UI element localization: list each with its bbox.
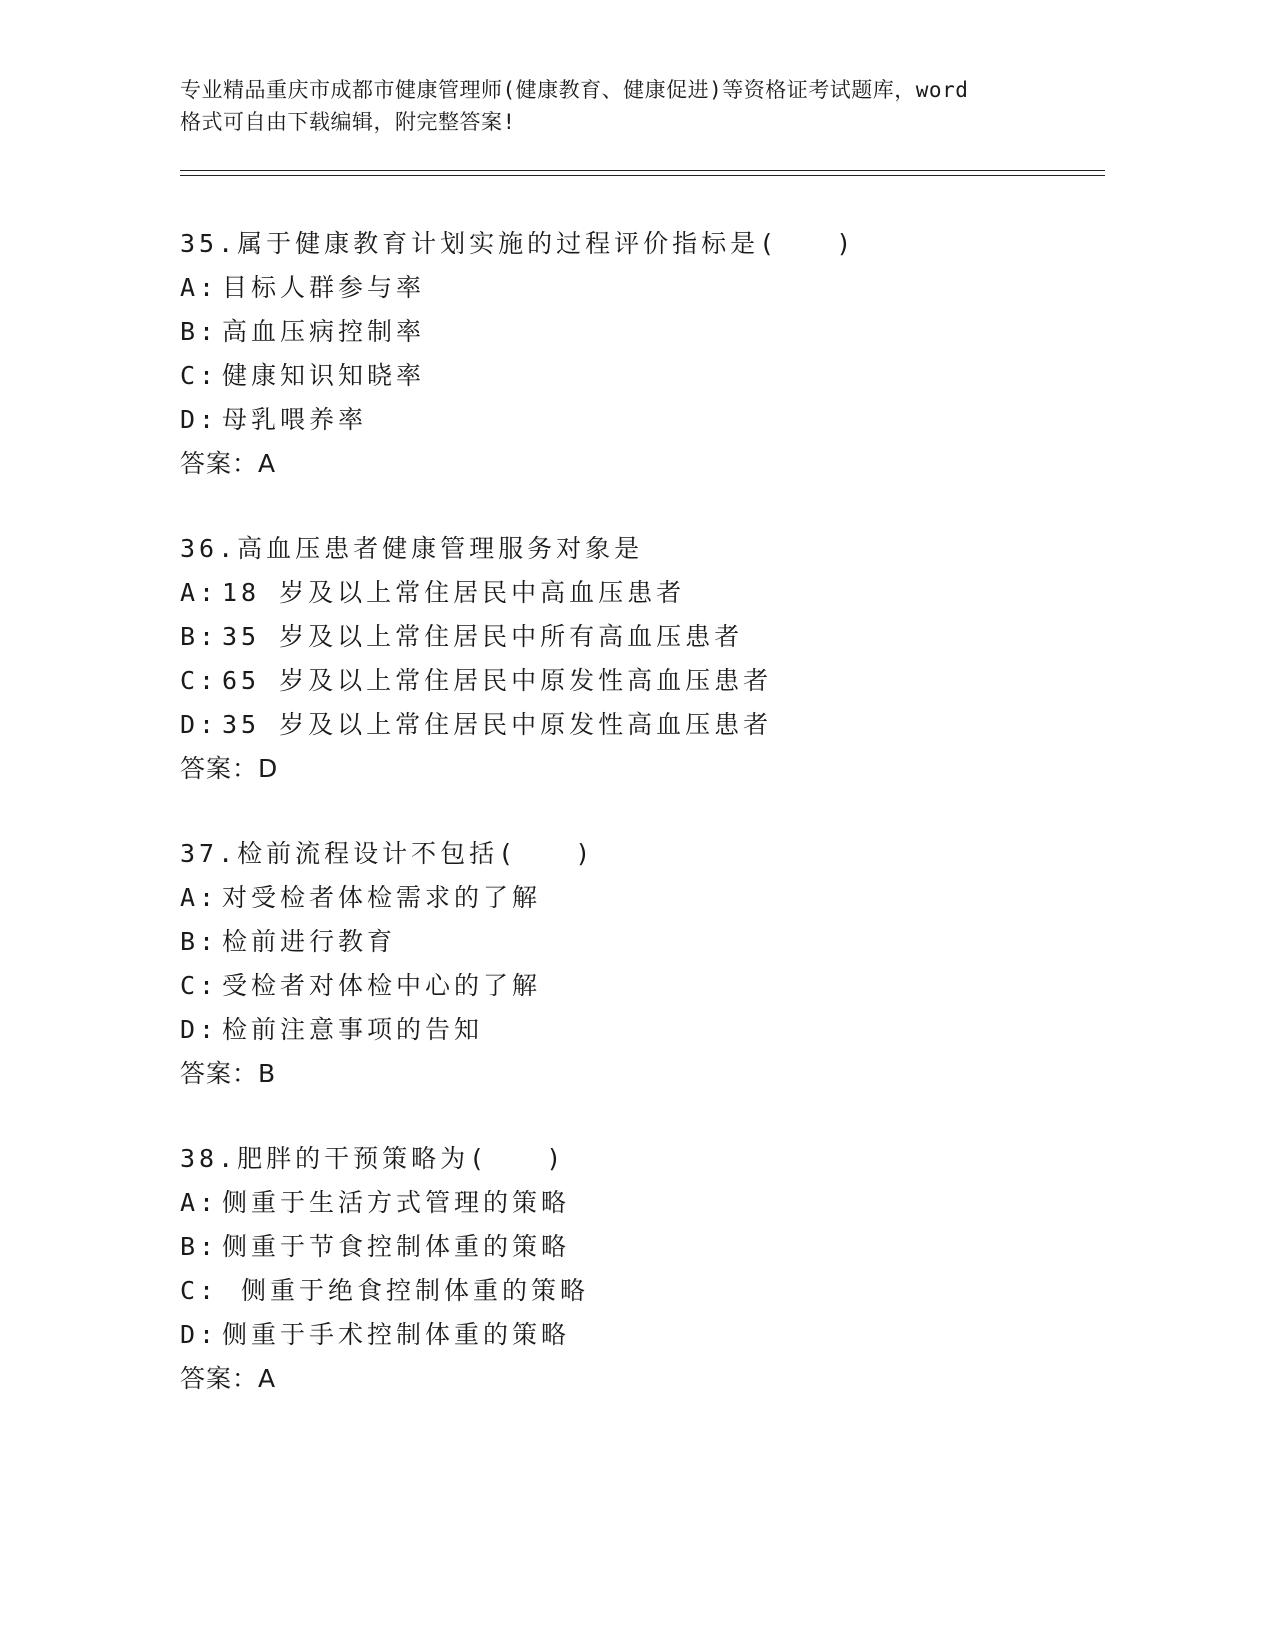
question-text: 检前流程设计不包括( ) xyxy=(237,839,595,868)
option-key: C: xyxy=(180,666,219,695)
option-text: 65 岁及以上常住居民中原发性高血压患者 xyxy=(222,666,773,695)
question-text: 高血压患者健康管理服务对象是 xyxy=(237,534,644,563)
header-divider-bottom xyxy=(180,175,1105,176)
option-d xyxy=(180,1008,1100,1052)
option-text: 健康知识知晓率 xyxy=(222,361,426,390)
question-number: 38. xyxy=(180,1144,238,1173)
option-text: 对受检者体检需求的了解 xyxy=(222,883,542,912)
answer-line: 答案：A xyxy=(180,449,277,478)
option-key: B: xyxy=(180,317,219,346)
question-36 xyxy=(180,527,1100,832)
question-38 xyxy=(180,1137,1100,1442)
question-text: 肥胖的干预策略为( ) xyxy=(237,1144,566,1173)
option-key: A: xyxy=(180,578,219,607)
option-text: 侧重于节食控制体重的策略 xyxy=(222,1232,571,1261)
option-key: C: xyxy=(180,1276,219,1305)
option-c xyxy=(180,964,1100,1008)
option-c xyxy=(180,1269,1100,1313)
option-text: 目标人群参与率 xyxy=(222,273,426,302)
answer-line: 答案：A xyxy=(180,1364,277,1393)
option-key: D: xyxy=(180,710,219,739)
header-line-1: 专业精品重庆市成都市健康管理师(健康教育、健康促进)等资格证考试题库，word xyxy=(180,78,969,102)
header-divider-top xyxy=(180,170,1105,171)
option-key: C: xyxy=(180,971,219,1000)
option-text: 检前进行教育 xyxy=(222,927,397,956)
option-text: 侧重于绝食控制体重的策略 xyxy=(222,1276,590,1305)
option-text: 高血压病控制率 xyxy=(222,317,426,346)
question-number: 35. xyxy=(180,229,238,258)
document-header xyxy=(180,74,1060,138)
option-key: D: xyxy=(180,405,219,434)
option-key: B: xyxy=(180,927,219,956)
option-c xyxy=(180,659,1100,703)
question-stem xyxy=(180,1137,1100,1181)
option-d xyxy=(180,398,1100,442)
question-stem xyxy=(180,527,1100,571)
question-number: 37. xyxy=(180,839,238,868)
question-list xyxy=(180,222,1100,1442)
option-text: 检前注意事项的告知 xyxy=(222,1015,484,1044)
option-a xyxy=(180,1181,1100,1225)
option-key: D: xyxy=(180,1320,219,1349)
option-b xyxy=(180,920,1100,964)
option-b xyxy=(180,1225,1100,1269)
option-text: 35 岁及以上常住居民中原发性高血压患者 xyxy=(222,710,773,739)
option-b xyxy=(180,615,1100,659)
question-stem xyxy=(180,222,1100,266)
option-text: 侧重于生活方式管理的策略 xyxy=(222,1188,571,1217)
answer-line: 答案：D xyxy=(180,754,279,783)
option-a xyxy=(180,876,1100,920)
question-text: 属于健康教育计划实施的过程评价指标是( ) xyxy=(237,229,856,258)
question-35 xyxy=(180,222,1100,527)
option-text: 母乳喂养率 xyxy=(222,405,368,434)
option-b xyxy=(180,310,1100,354)
option-c xyxy=(180,354,1100,398)
option-a xyxy=(180,571,1100,615)
option-key: B: xyxy=(180,1232,219,1261)
option-key: A: xyxy=(180,883,219,912)
option-text: 18 岁及以上常住居民中高血压患者 xyxy=(222,578,686,607)
option-text: 受检者对体检中心的了解 xyxy=(222,971,542,1000)
option-key: B: xyxy=(180,622,219,651)
option-text: 35 岁及以上常住居民中所有高血压患者 xyxy=(222,622,744,651)
question-number: 36. xyxy=(180,534,238,563)
option-key: C: xyxy=(180,361,219,390)
option-a xyxy=(180,266,1100,310)
header-line-2: 格式可自由下载编辑，附完整答案! xyxy=(180,110,516,134)
question-37 xyxy=(180,832,1100,1137)
answer-line: 答案：B xyxy=(180,1059,277,1088)
option-key: A: xyxy=(180,273,219,302)
question-stem xyxy=(180,832,1100,876)
option-d xyxy=(180,1313,1100,1357)
option-d xyxy=(180,703,1100,747)
option-key: D: xyxy=(180,1015,219,1044)
option-text: 侧重于手术控制体重的策略 xyxy=(222,1320,571,1349)
option-key: A: xyxy=(180,1188,219,1217)
